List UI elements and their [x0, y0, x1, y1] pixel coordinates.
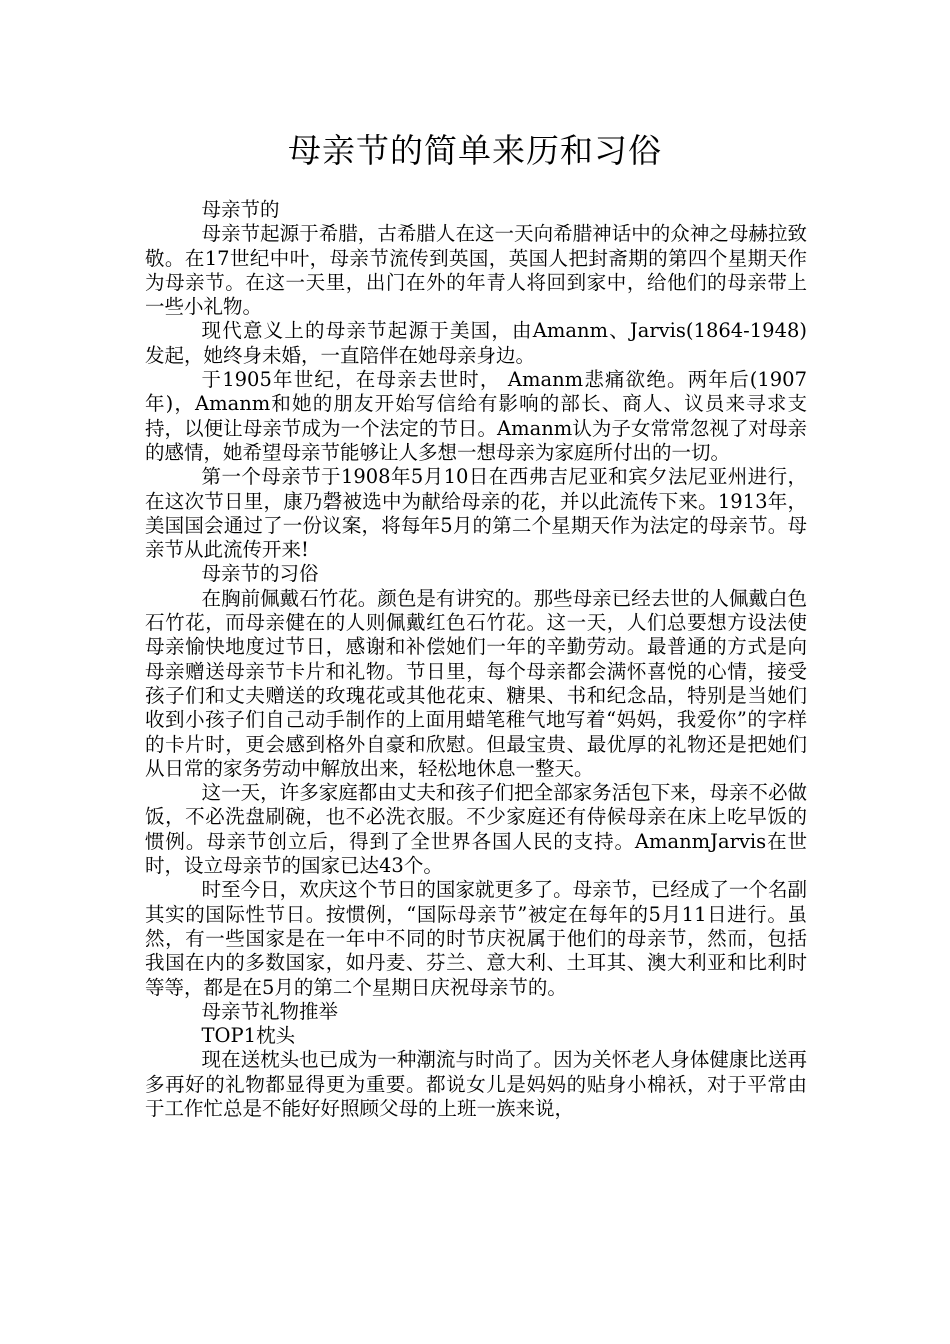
paragraph: 母亲节起源于希腊，古希腊人在这一天向希腊神话中的众神之母赫拉致敬。在17世纪中叶，母亲节流传到英国，英国人把封斋期的第四个星期天作为母亲节。在这一天里，出门在外的年青人将回到家中，给他们的母亲带上一些小礼物。 [145, 222, 807, 319]
paragraph: 现在送枕头也已成为一种潮流与时尚了。因为关怀老人身体健康比送再多再好的礼物都显得更为重要。都说女儿是妈妈的贴身小棉袄，对于平常由于工作忙总是不能好好照顾父母的上班一族来说， [145, 1048, 807, 1120]
section-heading: 母亲节的习俗 [201, 562, 319, 586]
paragraph: 在胸前佩戴石竹花。颜色是有讲究的。那些母亲已经去世的人佩戴白色石竹花，而母亲健在的人则佩戴红色石竹花。这一天，人们总要想方设法使母亲愉快地度过节日，感谢和补偿她们一年的辛勤劳动。最普通的方式是向母亲赠送母亲节卡片和礼物。节日里，每个母亲都会满怀喜悦的心情，接受孩子们和丈夫赠送的玫瑰花或其他花束、糖果、书和纪念品，特别是当她们收到小孩子们自己动手制作的上面用蜡笔稚气地写着“妈妈，我爱你”的字样的卡片时，更会感到格外自豪和欣慰。但最宝贵、最优厚的礼物还是把她们从日常的家务劳动中解放出来，轻松地休息一整天。 [145, 586, 807, 780]
paragraph: 现代意义上的母亲节起源于美国，由Amanm、Jarvis(1864-1948) 发起，她终身未婚，一直陪伴在她母亲身边。 [145, 319, 807, 367]
section-heading: TOP1枕头 [201, 1024, 296, 1048]
document-title: 母亲节的简单来历和习俗 [288, 131, 662, 170]
paragraph: 第一个母亲节于1908年5月10日在西弗吉尼亚和宾夕法尼亚州进行，在这次节日里，康乃磬被选中为献给母亲的花，并以此流传下来。1913年，美国国会通过了一份议案，将每年5月的第二个星期天作为法定的母亲节。母亲节从此流传开来! [145, 465, 807, 562]
paragraph: 于1905年世纪，在母亲去世时， Amanm悲痛欲绝。两年后(1907年)，Amanm和她的朋友开始写信给有影响的部长、商人、议员来寻求支持，以便让母亲节成为一个法定的节日。Amanm认为子女常常忽视了对母亲的感情，她希望母亲节能够让人多想一想母亲为家庭所付出的一切。 [145, 368, 807, 464]
paragraph: 这一天，许多家庭都由丈夫和孩子们把全部家务活包下来，母亲不必做饭，不必洗盘刷碗，也不必洗衣服。不少家庭还有侍候母亲在床上吃早饭的惯例。母亲节创立后，得到了全世界各国人民的支持。AmanmJarvis在世时，设立母亲节的国家已达43个。 [145, 781, 807, 878]
paragraph: 时至今日，欢庆这个节日的国家就更多了。母亲节，已经成了一个名副其实的国际性节日。按惯例，“国际母亲节”被定在每年的5月11日进行。虽然，有一些国家是在一年中不同的时节庆祝属于他们的母亲节，然而，包括我国在内的多数国家，如丹麦、芬兰、意大利、土耳其、澳大利亚和比利时等等，都是在5月的第二个星期日庆祝母亲节的。 [145, 878, 807, 999]
document-body [145, 198, 807, 1121]
section-heading: 母亲节礼物推举 [201, 999, 339, 1023]
section-heading: 母亲节的 [201, 198, 280, 221]
